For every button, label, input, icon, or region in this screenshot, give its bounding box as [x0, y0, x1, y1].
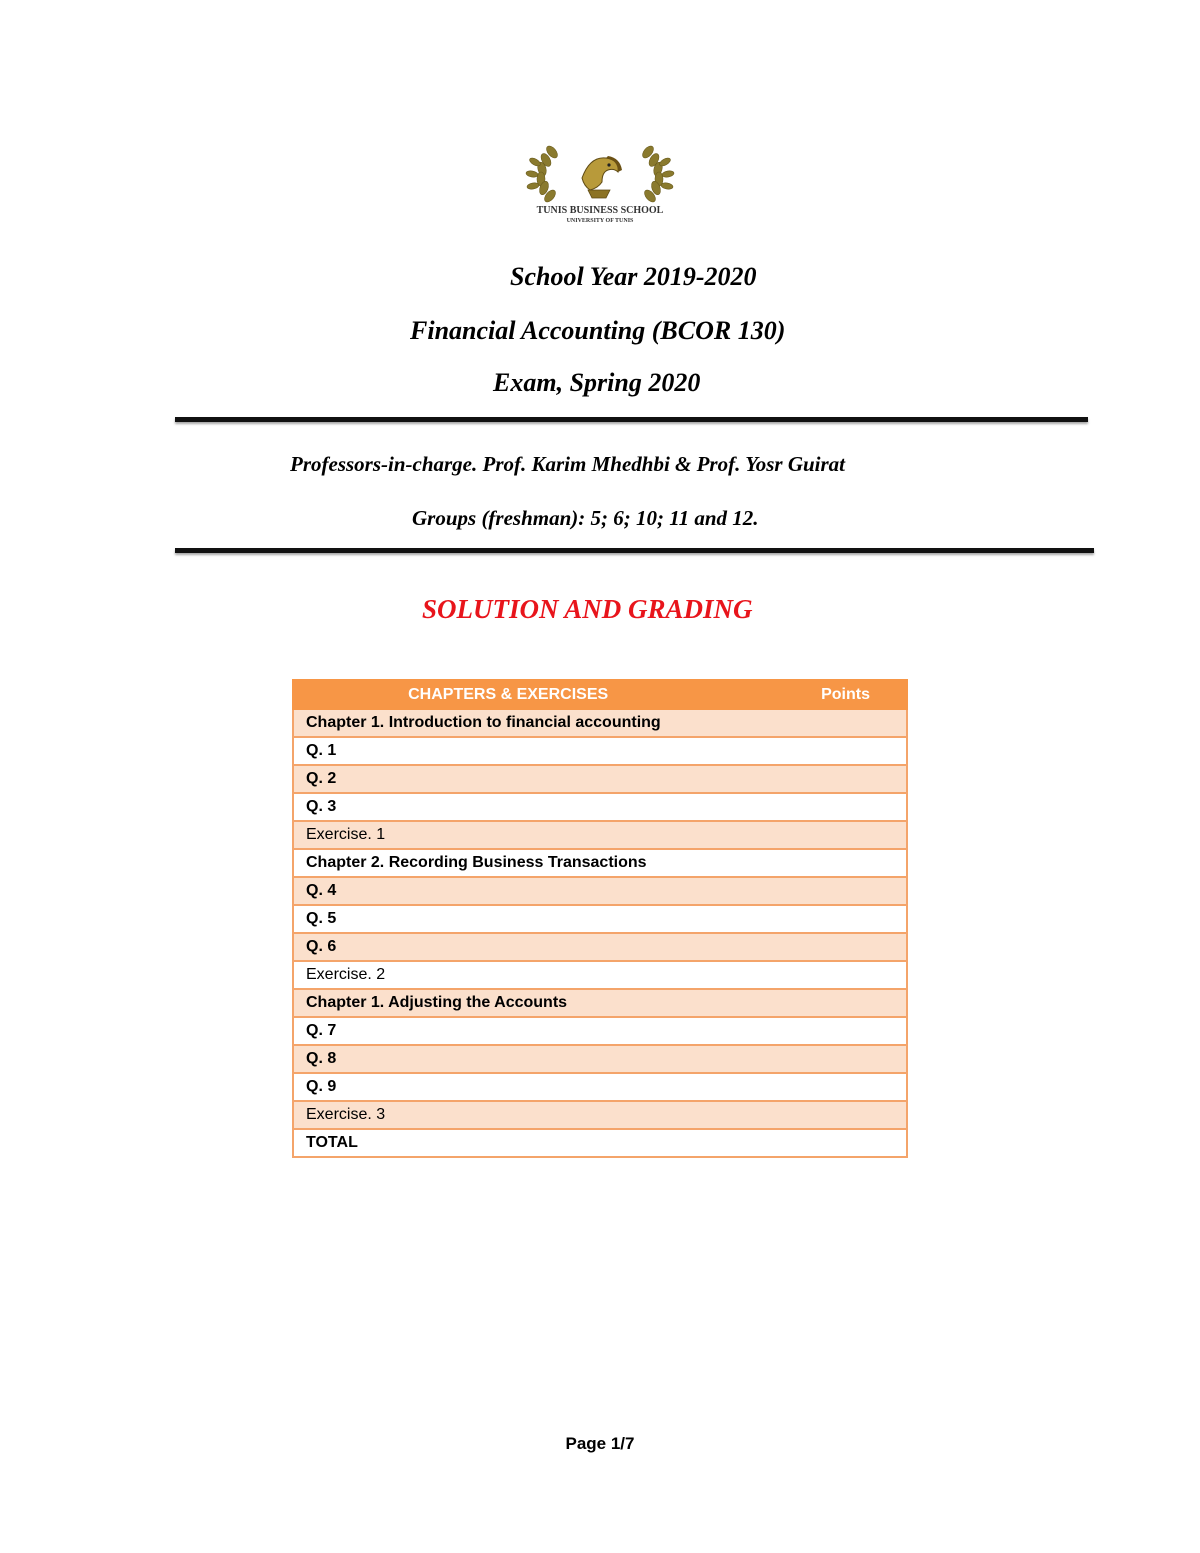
table-row — [293, 793, 907, 821]
row-points — [722, 1073, 907, 1101]
column-header-chapters: CHAPTERS & EXERCISES — [293, 680, 722, 709]
row-points — [722, 1101, 907, 1129]
row-label: Q. 2 — [293, 765, 722, 793]
table-row — [293, 1101, 907, 1129]
table-row — [293, 737, 907, 765]
row-points — [722, 849, 907, 877]
row-label: Chapter 2. Recording Business Transactions — [293, 849, 722, 877]
row-points — [722, 765, 907, 793]
table-row — [293, 961, 907, 989]
row-points — [722, 1045, 907, 1073]
row-points — [722, 821, 907, 849]
school-year: School Year 2019-2020 — [510, 262, 757, 291]
column-header-points: Points — [722, 680, 907, 709]
table-row — [293, 821, 907, 849]
row-label: Q. 3 — [293, 793, 722, 821]
table-row — [293, 989, 907, 1017]
row-label: Exercise. 2 — [293, 961, 722, 989]
table-row — [293, 1073, 907, 1101]
row-label: Q. 7 — [293, 1017, 722, 1045]
row-points — [722, 1129, 907, 1157]
groups-line: Groups (freshman): 5; 6; 10; 11 and 12. — [412, 506, 759, 530]
row-points — [722, 905, 907, 933]
table-row — [293, 849, 907, 877]
row-label: Chapter 1. Adjusting the Accounts — [293, 989, 722, 1017]
row-label: Q. 6 — [293, 933, 722, 961]
row-label: Q. 1 — [293, 737, 722, 765]
school-logo — [510, 138, 690, 228]
table-row — [293, 765, 907, 793]
row-points — [722, 989, 907, 1017]
row-points — [722, 933, 907, 961]
page-number: Page 1/7 — [565, 1434, 635, 1453]
table-row — [293, 709, 907, 737]
row-label: Q. 9 — [293, 1073, 722, 1101]
table-row — [293, 905, 907, 933]
header-rule-top — [175, 417, 1088, 422]
solution-title: SOLUTION AND GRADING — [422, 594, 753, 624]
row-points — [722, 793, 907, 821]
table-header-row — [293, 680, 907, 709]
table-row — [293, 1017, 907, 1045]
row-points — [722, 961, 907, 989]
grading-table — [292, 679, 908, 1158]
row-label: Exercise. 3 — [293, 1101, 722, 1129]
row-points — [722, 1017, 907, 1045]
header-rule-bottom — [175, 548, 1094, 553]
row-label: TOTAL — [293, 1129, 722, 1157]
professors-line: Professors-in-charge. Prof. Karim Mhedhbi & Prof. Yosr Guirat — [290, 452, 846, 476]
exam-title: Exam, Spring 2020 — [493, 368, 701, 397]
table-row — [293, 1045, 907, 1073]
row-label: Chapter 1. Introduction to financial accounting — [293, 709, 722, 737]
row-label: Exercise. 1 — [293, 821, 722, 849]
course-title: Financial Accounting (BCOR 130) — [410, 316, 786, 345]
table-row — [293, 1129, 907, 1157]
row-label: Q. 8 — [293, 1045, 722, 1073]
row-points — [722, 737, 907, 765]
logo-subtitle: UNIVERSITY OF TUNIS — [566, 218, 634, 224]
row-points — [722, 877, 907, 905]
laurel-eagle-icon — [510, 138, 690, 228]
row-label: Q. 4 — [293, 877, 722, 905]
row-points — [722, 709, 907, 737]
table-row — [293, 877, 907, 905]
logo-name: TUNIS BUSINESS SCHOOL — [536, 205, 664, 216]
row-label: Q. 5 — [293, 905, 722, 933]
table-row — [293, 933, 907, 961]
